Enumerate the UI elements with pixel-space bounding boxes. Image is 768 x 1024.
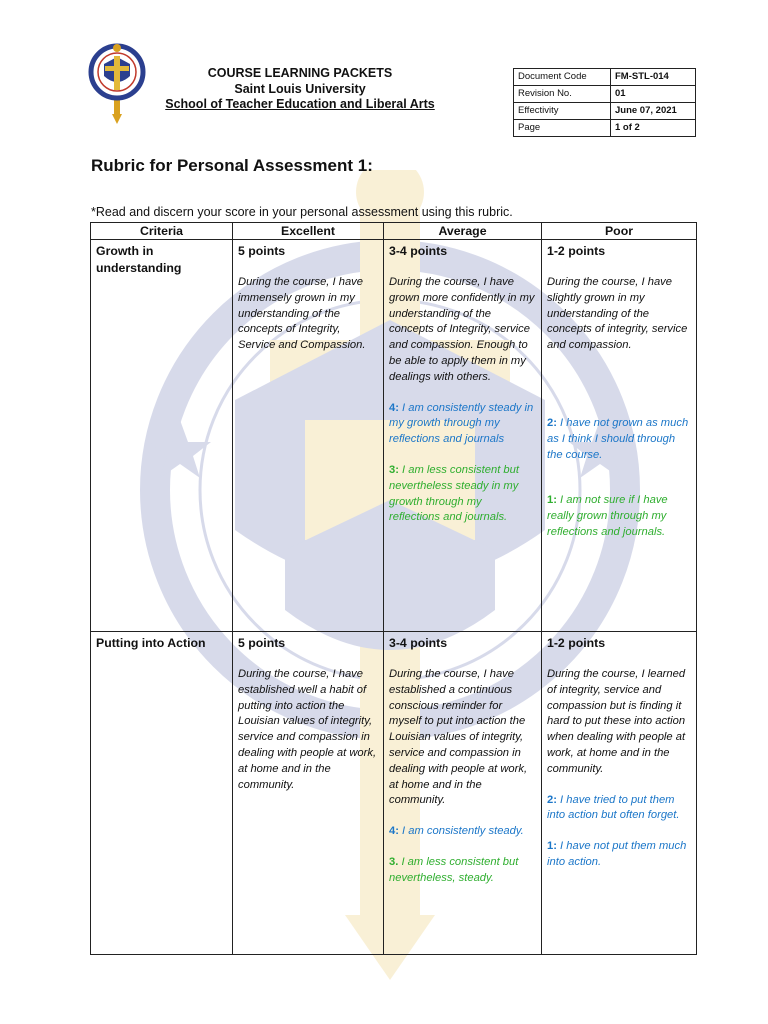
university-crest-icon xyxy=(88,42,146,124)
points-label: 5 points xyxy=(238,636,286,650)
sub-score-label: 3: xyxy=(389,463,399,476)
sub-score-note xyxy=(389,855,535,887)
points-label: 3-4 points xyxy=(389,244,448,258)
rubric-header-row xyxy=(91,223,697,240)
column-header-poor: Poor xyxy=(542,223,697,240)
sub-score-note xyxy=(547,416,690,463)
level-description: During the course, I learned of integrity, service and compassion but is finding it hard to put these into action when dealing with people at work, at home and in the community. xyxy=(547,668,686,775)
level-description: During the course, I have established a continuous conscious reminder for myself to put into action the Louisian values of integrity, service and compassion in dealing with people at work, at home and in the community. xyxy=(389,668,528,807)
sub-score-label: 2: xyxy=(547,793,557,806)
excellent-cell xyxy=(233,632,384,955)
average-cell xyxy=(384,632,542,955)
sub-score-note xyxy=(547,793,690,825)
doc-info-value: 01 xyxy=(611,86,696,103)
sub-score-text: I am less consistent but nevertheless steady in my growth through my reflections and journals. xyxy=(389,463,519,524)
level-description: During the course, I have immensely grown in my understanding of the concepts of Integrity, Service and Compassion. xyxy=(238,276,366,352)
sub-score-label: 2: xyxy=(547,416,557,429)
average-cell xyxy=(384,240,542,632)
sub-score-text: I am less consistent but nevertheless, steady. xyxy=(389,855,519,884)
doc-info-value: June 07, 2021 xyxy=(611,103,696,120)
sub-score-note xyxy=(389,824,535,840)
level-description: During the course, I have grown more confidently in my understanding of the concepts of Integrity, service and compassion. Enough to be able to apply them in my dealings with others. xyxy=(389,276,535,383)
doc-info-value: FM-STL-014 xyxy=(611,69,696,86)
doc-info-label: Effectivity xyxy=(514,103,611,120)
rubric-table xyxy=(90,222,697,955)
rubric-row-action xyxy=(91,632,697,955)
sub-score-text: I am consistently steady. xyxy=(398,825,524,838)
sub-score-note xyxy=(547,493,690,540)
document-info-table xyxy=(513,68,696,137)
criteria-cell: Putting into Action xyxy=(91,632,233,955)
doc-info-label: Document Code xyxy=(514,69,611,86)
excellent-cell xyxy=(233,240,384,632)
points-label: 1-2 points xyxy=(547,636,606,650)
points-label: 3-4 points xyxy=(389,636,448,650)
sub-score-label: 3. xyxy=(389,855,399,868)
doc-info-row xyxy=(514,69,696,86)
header-line-packets: COURSE LEARNING PACKETS xyxy=(207,66,393,80)
poor-cell xyxy=(542,240,697,632)
sub-score-label: 4: xyxy=(389,825,399,838)
level-description: During the course, I have slightly grown in my understanding of the concepts of integrity, service and compassion. xyxy=(547,276,688,352)
doc-info-row xyxy=(514,103,696,120)
sub-score-label: 1: xyxy=(547,840,557,853)
sub-score-note xyxy=(389,401,535,448)
sub-score-text: I am consistently steady in my growth through my reflections and journals xyxy=(389,401,534,446)
doc-info-label: Revision No. xyxy=(514,86,611,103)
criteria-cell: Growth in understanding xyxy=(91,240,233,632)
rubric-row-growth xyxy=(91,240,697,632)
sub-score-note xyxy=(547,839,690,871)
column-header-average: Average xyxy=(384,223,542,240)
sub-score-text: I am not sure if I have really grown through my reflections and journals. xyxy=(547,494,668,538)
level-description: During the course, I have established well a habit of putting into action the Louisian values of integrity, service and compassion in dealing with people at work, at home and in the community. xyxy=(238,668,377,791)
sub-score-text: I have not grown as much as I think I should through the course. xyxy=(547,416,689,461)
sub-score-note xyxy=(389,463,535,526)
doc-info-row xyxy=(514,120,696,137)
points-label: 5 points xyxy=(238,244,286,258)
sub-score-label: 4: xyxy=(389,401,399,414)
points-label: 1-2 points xyxy=(547,244,606,258)
header-line-university: Saint Louis University xyxy=(234,81,366,96)
doc-info-row xyxy=(514,86,696,103)
column-header-criteria: Criteria xyxy=(91,223,233,240)
page-title: Rubric for Personal Assessment 1: xyxy=(91,156,373,175)
sub-score-label: 1: xyxy=(547,494,557,507)
sub-score-text: I have not put them much into action. xyxy=(547,840,687,868)
instruction-text: *Read and discern your score in your personal assessment using this rubric. xyxy=(91,205,513,219)
poor-cell xyxy=(542,632,697,955)
sub-score-text: I have tried to put them into action but often forget. xyxy=(547,793,680,822)
doc-info-label: Page xyxy=(514,120,611,137)
header-line-school: School of Teacher Education and Liberal Arts xyxy=(165,97,435,111)
column-header-excellent: Excellent xyxy=(233,223,384,240)
doc-info-value: 1 of 2 xyxy=(611,120,696,137)
packet-header xyxy=(150,66,450,113)
